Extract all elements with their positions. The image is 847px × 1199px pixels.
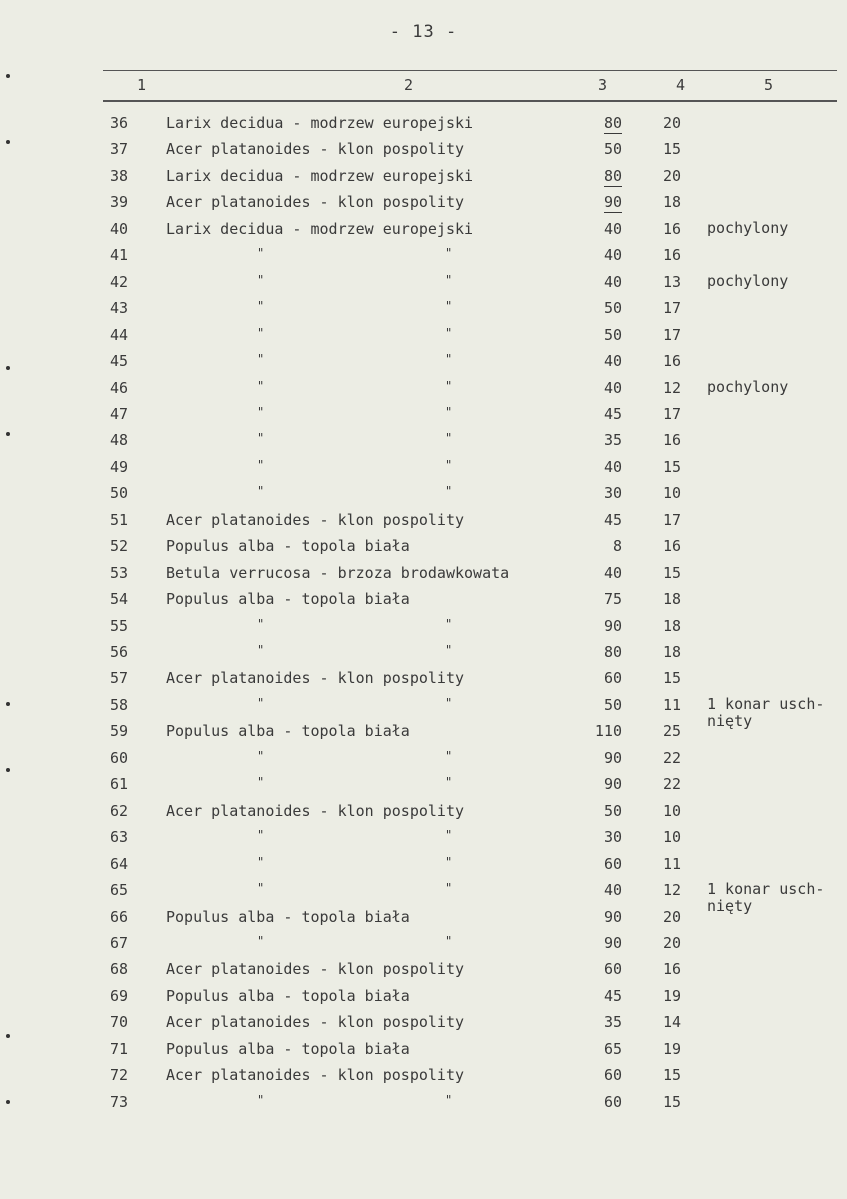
table-top-rule — [103, 70, 837, 71]
table-row — [0, 749, 847, 775]
table-row — [0, 694, 847, 730]
column-3-value: 30 — [603, 484, 622, 503]
margin-hole-mark — [6, 140, 10, 144]
table-row — [0, 880, 847, 915]
margin-hole-mark — [6, 702, 10, 706]
table-row — [0, 669, 847, 695]
column-4-value: 17 — [663, 404, 682, 423]
row-number: 46 — [110, 378, 129, 397]
ditto-mark: " — [257, 272, 265, 287]
column-header-1: 1 — [137, 76, 147, 94]
row-number: 73 — [110, 1092, 129, 1111]
column-3-value: 80 — [603, 643, 622, 661]
column-3-value: 90 — [603, 775, 622, 794]
column-3-value-cell — [560, 458, 622, 476]
column-4-value: 10 — [663, 484, 682, 503]
species-name: Populus alba - topola biała — [166, 590, 410, 609]
column-3-value: 8 — [612, 537, 622, 556]
column-3-value: 80 — [603, 114, 622, 132]
ditto-mark: " — [445, 352, 453, 366]
row-number: 41 — [110, 246, 129, 265]
column-4-value: 16 — [663, 537, 682, 556]
column-3-value-cell — [560, 722, 622, 740]
column-3-value-cell — [560, 326, 622, 344]
column-3-value: 90 — [603, 907, 622, 926]
species-name: Larix decidua - modrzew europejski — [166, 166, 474, 185]
row-number: 47 — [110, 404, 129, 423]
table-row — [0, 299, 847, 325]
column-4-value: 11 — [663, 854, 682, 873]
column-3-value-cell — [560, 1040, 622, 1058]
table-row — [0, 246, 847, 272]
column-3-value-cell — [560, 908, 622, 926]
page-number: - 13 - — [389, 22, 458, 42]
remark: pochylony — [707, 218, 789, 237]
ditto-mark: " — [445, 933, 453, 948]
table-row — [0, 405, 847, 431]
margin-hole-mark — [6, 366, 10, 370]
column-4-value: 10 — [663, 801, 682, 820]
margin-hole-mark — [6, 1034, 10, 1038]
column-4-value: 12 — [663, 378, 682, 397]
table-row — [0, 484, 847, 510]
ditto-mark: " — [257, 854, 265, 869]
remark: pochylony — [707, 271, 789, 290]
table-row — [0, 1066, 847, 1092]
column-4-value: 19 — [663, 1039, 682, 1058]
ditto-mark: " — [257, 378, 265, 393]
column-3-value: 50 — [603, 299, 622, 318]
column-4-value: 10 — [663, 828, 682, 847]
table-row — [0, 1013, 847, 1039]
column-3-value-cell — [560, 352, 622, 370]
table-row — [0, 987, 847, 1013]
remark: 1 konar usch- nięty — [707, 880, 825, 915]
column-3-value-cell — [560, 828, 622, 846]
column-3-value: 90 — [603, 616, 622, 635]
column-4-value: 16 — [663, 352, 682, 370]
column-3-value-cell — [560, 484, 622, 502]
column-3-value: 60 — [603, 854, 622, 873]
table-row — [0, 352, 847, 378]
column-4-value: 15 — [663, 1092, 682, 1111]
row-number: 44 — [110, 325, 129, 344]
table-row — [0, 908, 847, 934]
column-3-value-cell — [560, 193, 622, 211]
column-3-value-cell — [560, 299, 622, 317]
column-3-value-cell — [560, 140, 622, 158]
ditto-mark: " — [257, 828, 265, 843]
column-4-value: 15 — [663, 669, 682, 688]
column-3-value-cell — [560, 881, 622, 899]
column-3-value: 110 — [594, 722, 622, 741]
column-3-value: 40 — [603, 272, 622, 291]
table-row — [0, 379, 847, 405]
table-row — [0, 828, 847, 854]
table-row — [0, 617, 847, 643]
species-name: Populus alba - topola biała — [166, 537, 410, 556]
ditto-mark: " — [445, 404, 453, 419]
row-number: 43 — [110, 299, 129, 318]
column-3-value-cell — [560, 431, 622, 449]
column-3-value-cell — [560, 696, 622, 714]
margin-hole-mark — [6, 74, 10, 78]
ditto-mark: " — [445, 775, 453, 790]
ditto-mark: " — [445, 431, 453, 446]
column-3-value: 60 — [603, 1092, 622, 1111]
row-number: 65 — [110, 881, 129, 899]
species-name: Acer platanoides - klon pospolity — [166, 140, 465, 159]
table-row — [0, 1040, 847, 1066]
column-3-value-cell — [560, 802, 622, 820]
species-name: Acer platanoides - klon pospolity — [166, 1066, 465, 1085]
ditto-mark: " — [445, 457, 453, 472]
row-number: 45 — [110, 352, 129, 370]
table-row — [0, 511, 847, 537]
row-number: 72 — [110, 1066, 129, 1085]
table-row — [0, 802, 847, 828]
ditto-mark: " — [445, 1092, 453, 1107]
row-number: 68 — [110, 960, 129, 979]
column-3-value-cell — [560, 855, 622, 873]
column-3-value-cell — [560, 1093, 622, 1111]
table-row — [0, 167, 847, 193]
column-3-value: 50 — [603, 325, 622, 344]
column-3-value-cell — [560, 564, 622, 582]
column-4-value: 16 — [663, 246, 682, 265]
row-number: 67 — [110, 933, 129, 952]
table-row — [0, 722, 847, 748]
ditto-mark: " — [445, 695, 453, 710]
column-3-value-cell — [560, 669, 622, 687]
column-3-value: 40 — [603, 378, 622, 397]
column-3-value-cell — [560, 511, 622, 529]
remark: pochylony — [707, 377, 789, 396]
column-3-value-cell — [560, 273, 622, 291]
column-4-value: 17 — [663, 299, 682, 318]
column-4-value: 20 — [663, 933, 682, 952]
column-header-2: 2 — [404, 76, 414, 94]
column-4-value: 15 — [663, 140, 682, 159]
species-name: Populus alba - topola biała — [166, 1039, 410, 1058]
row-number: 40 — [110, 219, 129, 238]
ditto-mark: " — [445, 748, 453, 763]
column-3-value-cell — [560, 167, 622, 185]
column-header-4: 4 — [676, 76, 686, 94]
species-name: Populus alba - topola biała — [166, 986, 410, 1005]
column-3-value: 40 — [603, 563, 622, 582]
column-4-value: 13 — [663, 272, 682, 291]
column-4-value: 22 — [663, 748, 682, 767]
row-number: 48 — [110, 431, 129, 450]
row-number: 52 — [110, 537, 129, 556]
column-3-value-cell — [560, 537, 622, 555]
ditto-mark: " — [257, 431, 265, 446]
column-3-value: 60 — [603, 960, 622, 979]
table-row — [0, 220, 847, 246]
column-3-value: 65 — [603, 1039, 622, 1058]
ditto-mark: " — [257, 775, 265, 790]
margin-hole-mark — [6, 432, 10, 436]
row-number: 58 — [110, 695, 129, 714]
species-name: Acer platanoides - klon pospolity — [166, 510, 465, 529]
row-number: 38 — [110, 166, 129, 185]
ditto-mark: " — [257, 457, 265, 472]
column-3-value: 80 — [603, 166, 622, 185]
column-3-value: 60 — [603, 1066, 622, 1085]
ditto-mark: " — [257, 933, 265, 948]
ditto-mark: " — [257, 404, 265, 419]
row-number: 55 — [110, 616, 129, 635]
column-3-value-cell — [560, 617, 622, 635]
row-number: 50 — [110, 484, 129, 503]
row-number: 39 — [110, 193, 129, 212]
column-3-value: 30 — [603, 828, 622, 847]
column-3-value-cell — [560, 960, 622, 978]
table-row — [0, 934, 847, 960]
row-number: 57 — [110, 669, 129, 688]
column-3-value-cell — [560, 114, 622, 132]
column-3-value: 40 — [603, 219, 622, 238]
species-name: Acer platanoides - klon pospolity — [166, 669, 465, 688]
column-4-value: 25 — [663, 722, 682, 741]
ditto-mark: " — [445, 325, 453, 340]
ditto-mark: " — [445, 616, 453, 631]
species-name: Betula verrucosa - brzoza brodawkowata — [166, 563, 510, 582]
table-row — [0, 1093, 847, 1119]
column-3-value: 90 — [603, 748, 622, 767]
column-3-value-cell — [560, 775, 622, 793]
ditto-mark: " — [445, 378, 453, 393]
ditto-mark: " — [257, 325, 265, 340]
table-row — [0, 273, 847, 299]
table-row — [0, 140, 847, 166]
row-number: 63 — [110, 828, 129, 847]
table-row — [0, 114, 847, 140]
row-number: 61 — [110, 775, 129, 794]
row-number: 69 — [110, 986, 129, 1005]
row-number: 51 — [110, 510, 129, 529]
species-name: Populus alba - topola biała — [166, 907, 410, 926]
column-3-value-cell — [560, 220, 622, 238]
column-header-3: 3 — [598, 76, 608, 94]
ditto-mark: " — [257, 748, 265, 763]
ditto-mark: " — [257, 246, 265, 261]
column-4-value: 16 — [663, 431, 682, 450]
ditto-mark: " — [257, 643, 265, 657]
table-row — [0, 775, 847, 801]
column-3-value: 40 — [603, 457, 622, 476]
ditto-mark: " — [257, 484, 265, 499]
ditto-mark: " — [257, 695, 265, 710]
table-row — [0, 855, 847, 881]
row-number: 66 — [110, 907, 129, 926]
column-3-value: 45 — [603, 986, 622, 1005]
column-4-value: 18 — [663, 616, 682, 635]
table-row — [0, 537, 847, 563]
species-name: Larix decidua - modrzew europejski — [166, 219, 474, 238]
column-3-value: 40 — [603, 352, 622, 370]
column-4-value: 15 — [663, 563, 682, 582]
species-name: Acer platanoides - klon pospolity — [166, 801, 465, 820]
column-4-value: 17 — [663, 510, 682, 529]
row-number: 53 — [110, 563, 129, 582]
row-number: 42 — [110, 272, 129, 291]
column-3-value: 50 — [603, 801, 622, 820]
row-number: 62 — [110, 801, 129, 820]
ditto-mark: " — [257, 881, 265, 895]
margin-hole-mark — [6, 1100, 10, 1104]
column-3-value: 90 — [603, 193, 622, 212]
table-header-rule — [103, 100, 837, 102]
species-name: Acer platanoides - klon pospolity — [166, 193, 465, 212]
row-number: 56 — [110, 643, 129, 661]
column-3-value-cell — [560, 643, 622, 661]
column-3-value: 50 — [603, 695, 622, 714]
column-3-value-cell — [560, 405, 622, 423]
row-number: 60 — [110, 748, 129, 767]
table-row — [0, 458, 847, 484]
species-name: Larix decidua - modrzew europejski — [166, 114, 474, 132]
row-number: 36 — [110, 114, 129, 132]
ditto-mark: " — [257, 616, 265, 631]
row-number: 49 — [110, 457, 129, 476]
column-3-value-cell — [560, 1066, 622, 1084]
column-3-value-cell — [560, 987, 622, 1005]
column-4-value: 20 — [663, 907, 682, 926]
column-3-value: 50 — [603, 140, 622, 159]
ditto-mark: " — [445, 484, 453, 499]
species-name: Populus alba - topola biała — [166, 722, 410, 741]
column-4-value: 18 — [663, 193, 682, 212]
species-name: Acer platanoides - klon pospolity — [166, 1013, 465, 1032]
column-4-value: 18 — [663, 590, 682, 609]
column-4-value: 17 — [663, 325, 682, 344]
table-row — [0, 431, 847, 457]
column-4-value: 22 — [663, 775, 682, 794]
column-3-value-cell — [560, 1013, 622, 1031]
ditto-mark: " — [445, 854, 453, 869]
table-row — [0, 643, 847, 669]
column-3-value: 35 — [603, 1013, 622, 1032]
row-number: 54 — [110, 590, 129, 609]
column-4-value: 14 — [663, 1013, 682, 1032]
ditto-mark: " — [445, 881, 453, 895]
column-header-5: 5 — [764, 76, 774, 94]
column-4-value: 20 — [663, 114, 682, 132]
ditto-mark: " — [445, 828, 453, 843]
ditto-mark: " — [257, 299, 265, 314]
column-4-value: 16 — [663, 960, 682, 979]
row-number: 64 — [110, 854, 129, 873]
ditto-mark: " — [257, 1092, 265, 1107]
margin-hole-mark — [6, 768, 10, 772]
column-3-value: 40 — [603, 881, 622, 899]
row-number: 37 — [110, 140, 129, 159]
column-3-value: 60 — [603, 669, 622, 688]
column-4-value: 15 — [663, 457, 682, 476]
row-number: 70 — [110, 1013, 129, 1032]
column-3-value: 75 — [603, 590, 622, 609]
column-3-value: 90 — [603, 933, 622, 952]
ditto-mark: " — [445, 272, 453, 287]
table-row — [0, 326, 847, 352]
column-3-value-cell — [560, 246, 622, 264]
ditto-mark: " — [445, 643, 453, 657]
column-3-value-cell — [560, 934, 622, 952]
table-row — [0, 590, 847, 616]
remark: 1 konar usch- nięty — [707, 694, 825, 730]
ditto-mark: " — [445, 299, 453, 314]
ditto-mark: " — [445, 246, 453, 261]
table-row — [0, 193, 847, 219]
column-3-value: 45 — [603, 404, 622, 423]
column-4-value: 18 — [663, 643, 682, 661]
column-3-value-cell — [560, 590, 622, 608]
column-4-value: 11 — [663, 695, 682, 714]
column-4-value: 19 — [663, 986, 682, 1005]
column-3-value-cell — [560, 379, 622, 397]
species-name: Acer platanoides - klon pospolity — [166, 960, 465, 979]
table-row — [0, 960, 847, 986]
table-row — [0, 564, 847, 590]
row-number: 71 — [110, 1039, 129, 1058]
column-3-value: 45 — [603, 510, 622, 529]
column-4-value: 16 — [663, 219, 682, 238]
column-4-value: 15 — [663, 1066, 682, 1085]
column-3-value: 40 — [603, 246, 622, 265]
column-3-value-cell — [560, 749, 622, 767]
ditto-mark: " — [257, 352, 265, 366]
column-4-value: 12 — [663, 881, 682, 899]
column-3-value: 35 — [603, 431, 622, 450]
column-4-value: 20 — [663, 166, 682, 185]
row-number: 59 — [110, 722, 129, 741]
